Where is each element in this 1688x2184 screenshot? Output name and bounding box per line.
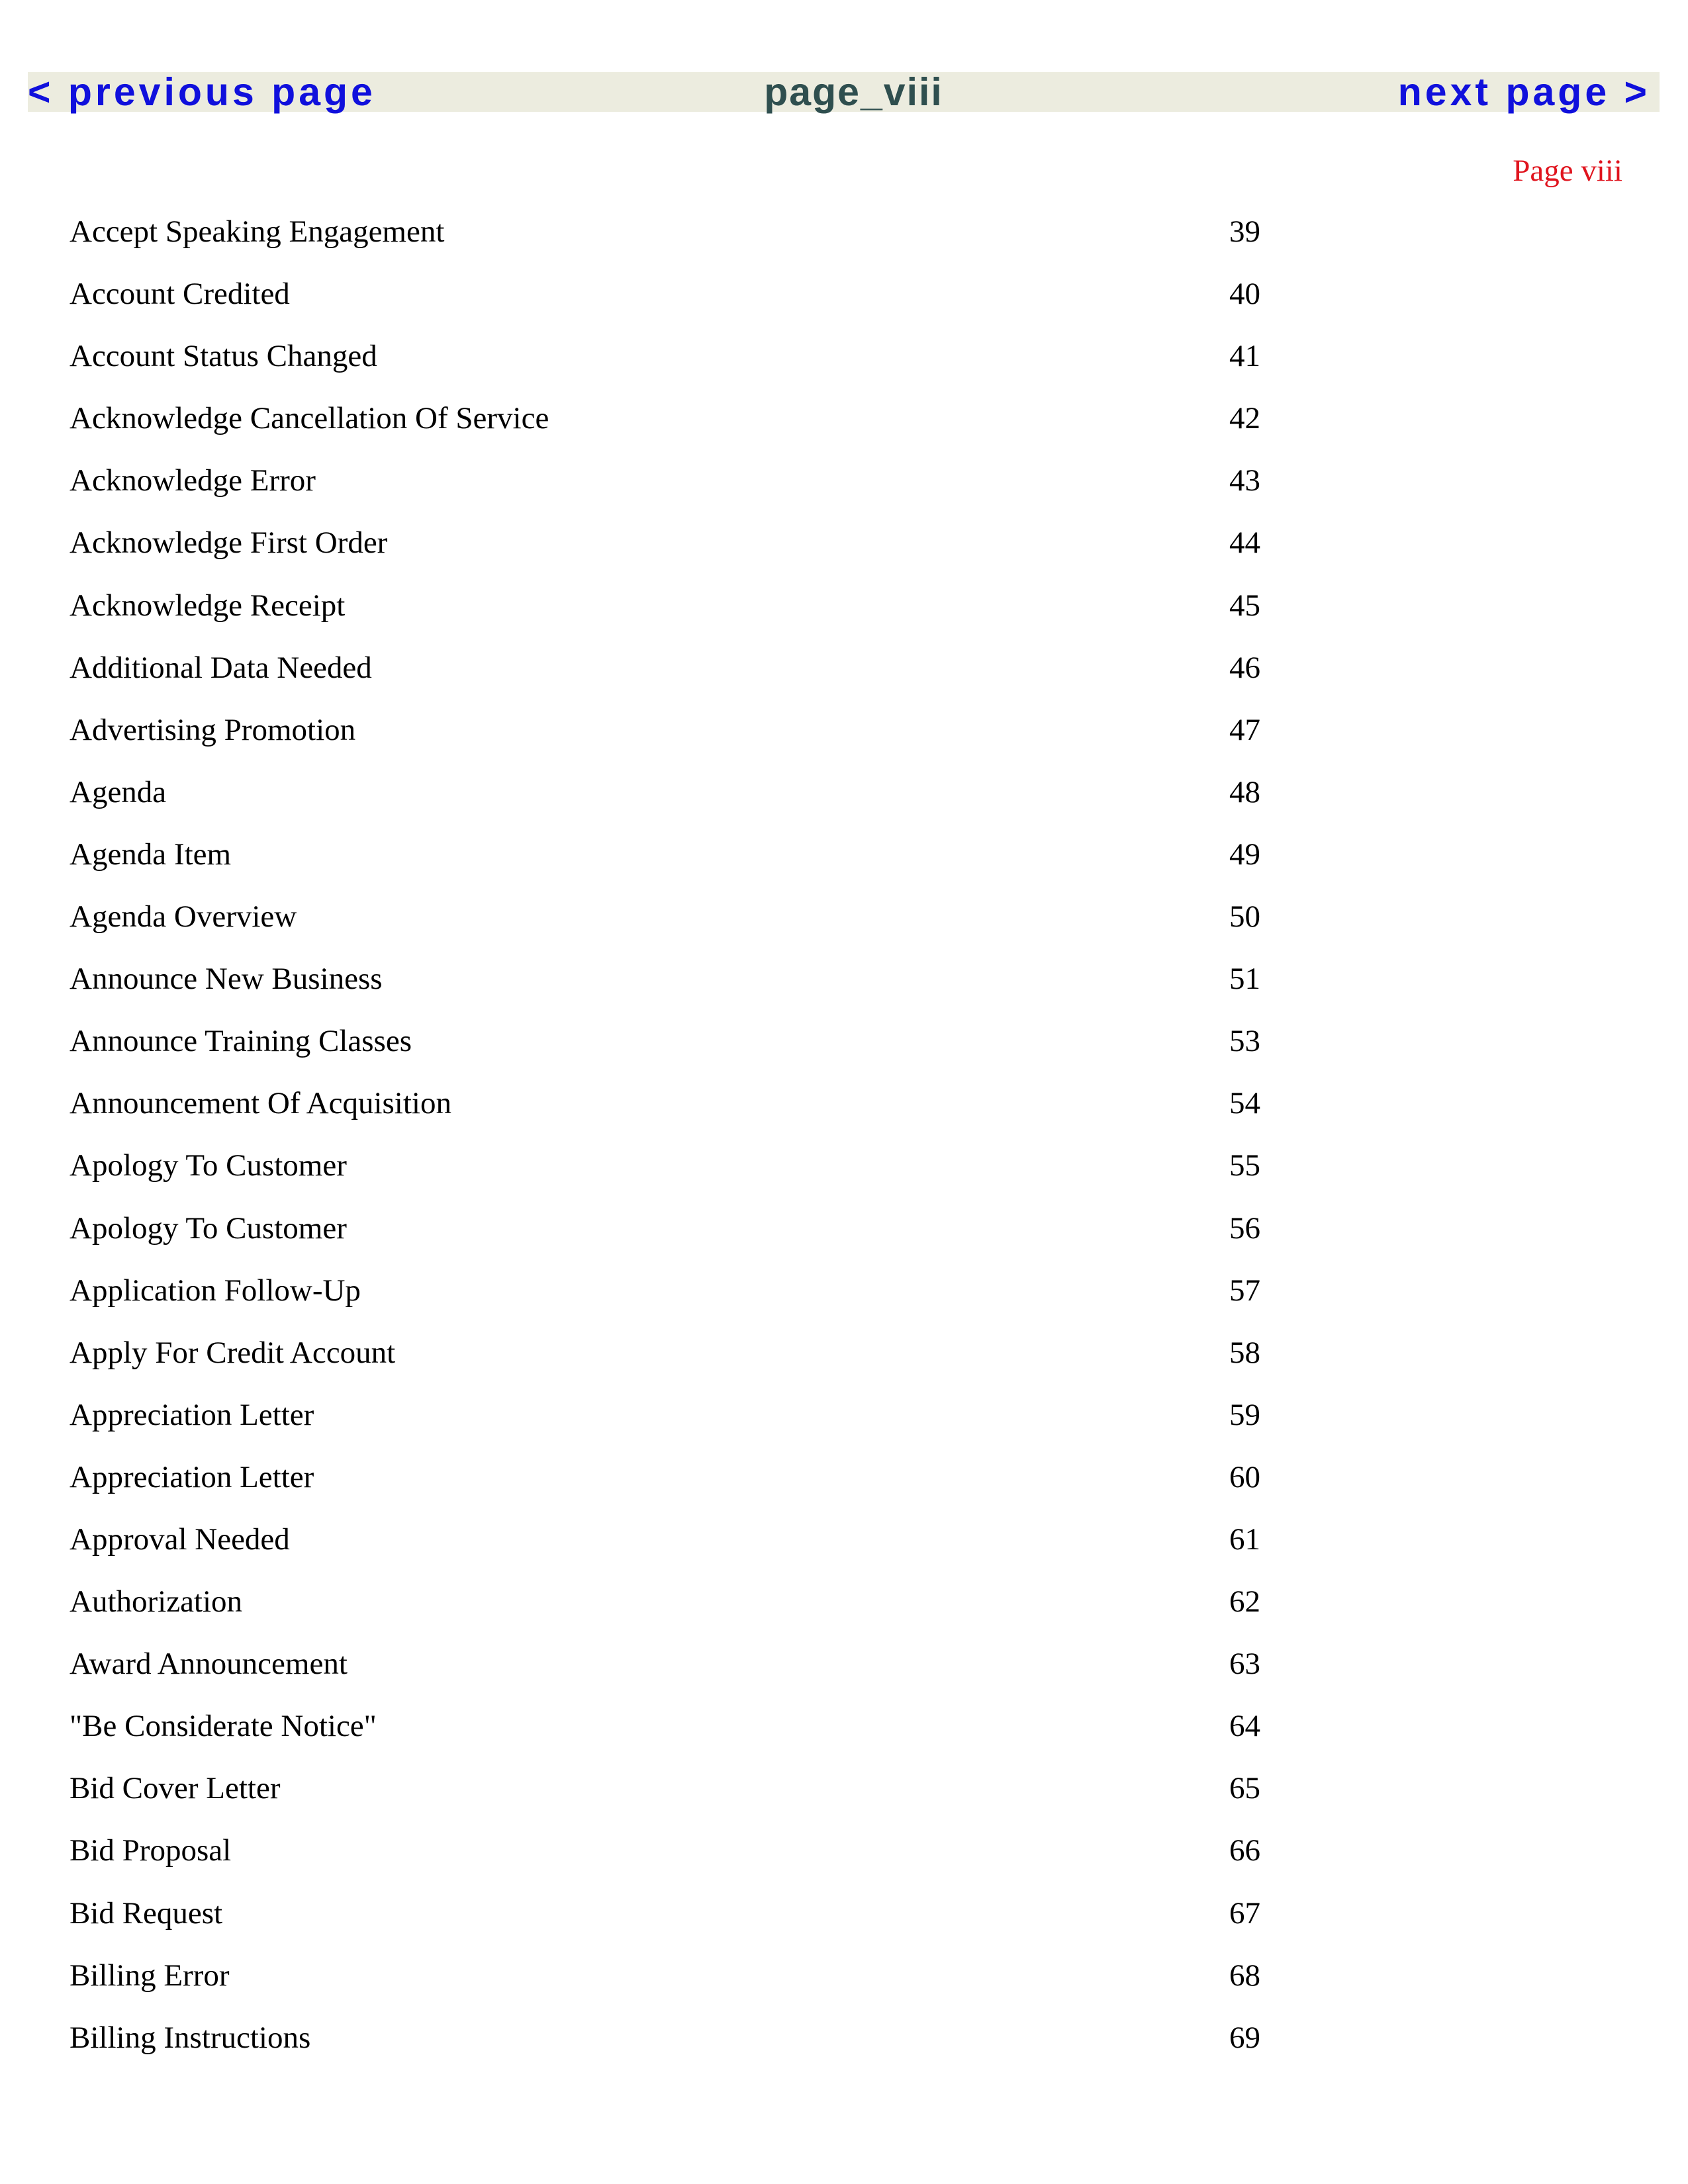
toc-entry[interactable] — [70, 336, 1301, 398]
toc-entry-title: Account Credited — [70, 277, 290, 312]
toc-entry-page-number: 41 — [1229, 339, 1260, 374]
toc-entry[interactable] — [70, 1644, 1301, 1706]
toc-entry-title: Agenda Item — [70, 837, 232, 872]
toc-entry[interactable] — [70, 835, 1301, 897]
toc-entry-title: Advertising Promotion — [70, 712, 356, 747]
toc-entry[interactable] — [70, 1706, 1301, 1768]
toc-entry-page-number: 56 — [1229, 1210, 1260, 1246]
toc-entry-title: Approval Needed — [70, 1522, 290, 1557]
toc-entry-title: Authorization — [70, 1584, 243, 1619]
toc-entry-page-number: 62 — [1229, 1584, 1260, 1619]
toc-entry-page-number: 46 — [1229, 650, 1260, 685]
toc-entry[interactable] — [70, 897, 1301, 959]
toc-entry-title: Bid Request — [70, 1895, 223, 1931]
toc-entry-title: Announcement Of Acquisition — [70, 1086, 451, 1121]
toc-entry-page-number: 53 — [1229, 1024, 1260, 1059]
toc-entry[interactable] — [70, 1582, 1301, 1644]
toc-entry-page-number: 47 — [1229, 712, 1260, 747]
toc-entry-page-number: 43 — [1229, 463, 1260, 498]
toc-entry[interactable] — [70, 1271, 1301, 1333]
previous-page-link[interactable]: < previous page — [28, 70, 376, 114]
toc-entry-page-number: 60 — [1229, 1459, 1260, 1494]
toc-entry-page-number: 66 — [1229, 1833, 1260, 1868]
toc-entry[interactable] — [70, 461, 1301, 523]
toc-entry[interactable] — [70, 648, 1301, 710]
page-number-label: Page viii — [1513, 154, 1622, 188]
toc-entry[interactable] — [70, 1083, 1301, 1146]
toc-entry-title: Acknowledge Receipt — [70, 588, 346, 623]
toc-entry-page-number: 51 — [1229, 962, 1260, 997]
toc-entry[interactable] — [70, 1395, 1301, 1457]
toc-entry[interactable] — [70, 586, 1301, 648]
toc-entry-title: Billing Instructions — [70, 2020, 311, 2055]
page-navigation-bar — [28, 72, 1660, 112]
toc-entry-page-number: 64 — [1229, 1709, 1260, 1744]
toc-entry-page-number: 67 — [1229, 1895, 1260, 1931]
toc-entry[interactable] — [70, 1457, 1301, 1520]
toc-entry[interactable] — [70, 1831, 1301, 1893]
next-page-link[interactable]: next page > — [1397, 70, 1650, 114]
toc-entry[interactable] — [70, 1208, 1301, 1271]
toc-entry-title: Apology To Customer — [70, 1148, 347, 1183]
toc-entry-page-number: 68 — [1229, 1958, 1260, 1993]
toc-entry-page-number: 69 — [1229, 2020, 1260, 2055]
toc-entry[interactable] — [70, 1956, 1301, 2018]
toc-entry-page-number: 63 — [1229, 1647, 1260, 1682]
toc-entry[interactable] — [70, 1893, 1301, 1956]
toc-entry[interactable] — [70, 1333, 1301, 1395]
toc-entry-page-number: 48 — [1229, 774, 1260, 809]
toc-entry-title: Bid Cover Letter — [70, 1771, 281, 1806]
toc-entry-title: Accept Speaking Engagement — [70, 214, 445, 249]
toc-entry-page-number: 59 — [1229, 1397, 1260, 1432]
toc-entry-title: Announce New Business — [70, 962, 383, 997]
toc-entry[interactable] — [70, 274, 1301, 336]
toc-entry-title: Billing Error — [70, 1958, 230, 1993]
toc-entry[interactable] — [70, 1146, 1301, 1208]
toc-entry-page-number: 65 — [1229, 1771, 1260, 1806]
toc-entry-title: Appreciation Letter — [70, 1397, 314, 1432]
toc-entry-title: Account Status Changed — [70, 339, 377, 374]
toc-entry[interactable] — [70, 1520, 1301, 1582]
table-of-contents — [70, 212, 1301, 2080]
toc-entry-title: Acknowledge First Order — [70, 525, 388, 561]
toc-entry-title: Acknowledge Error — [70, 463, 316, 498]
toc-entry-page-number: 55 — [1229, 1148, 1260, 1183]
toc-entry[interactable] — [70, 523, 1301, 585]
toc-entry-page-number: 40 — [1229, 277, 1260, 312]
toc-entry-page-number: 57 — [1229, 1273, 1260, 1308]
toc-entry[interactable] — [70, 959, 1301, 1021]
toc-entry-page-number: 42 — [1229, 401, 1260, 436]
toc-entry[interactable] — [70, 212, 1301, 274]
toc-entry-title: Bid Proposal — [70, 1833, 232, 1868]
toc-entry[interactable] — [70, 1021, 1301, 1083]
toc-entry[interactable] — [70, 772, 1301, 835]
toc-entry-title: Appreciation Letter — [70, 1459, 314, 1494]
toc-entry-title: Application Follow-Up — [70, 1273, 361, 1308]
toc-entry-page-number: 49 — [1229, 837, 1260, 872]
toc-entry[interactable] — [70, 2018, 1301, 2080]
toc-entry-page-number: 39 — [1229, 214, 1260, 249]
toc-entry-page-number: 54 — [1229, 1086, 1260, 1121]
toc-entry-title: Agenda Overview — [70, 899, 297, 934]
toc-entry-title: Announce Training Classes — [70, 1024, 412, 1059]
toc-entry-page-number: 44 — [1229, 525, 1260, 561]
toc-entry-title: "Be Considerate Notice" — [70, 1709, 377, 1744]
toc-entry-page-number: 50 — [1229, 899, 1260, 934]
toc-entry-page-number: 61 — [1229, 1522, 1260, 1557]
toc-entry-title: Additional Data Needed — [70, 650, 372, 685]
toc-entry-title: Acknowledge Cancellation Of Service — [70, 401, 549, 436]
toc-entry[interactable] — [70, 710, 1301, 772]
toc-entry-page-number: 58 — [1229, 1335, 1260, 1370]
toc-entry-page-number: 45 — [1229, 588, 1260, 623]
page-title: page_viii — [764, 70, 943, 114]
toc-entry-title: Apology To Customer — [70, 1210, 347, 1246]
toc-entry[interactable] — [70, 1768, 1301, 1831]
toc-entry-title: Award Announcement — [70, 1647, 348, 1682]
toc-entry-title: Apply For Credit Account — [70, 1335, 396, 1370]
toc-entry-title: Agenda — [70, 774, 167, 809]
toc-entry[interactable] — [70, 398, 1301, 461]
